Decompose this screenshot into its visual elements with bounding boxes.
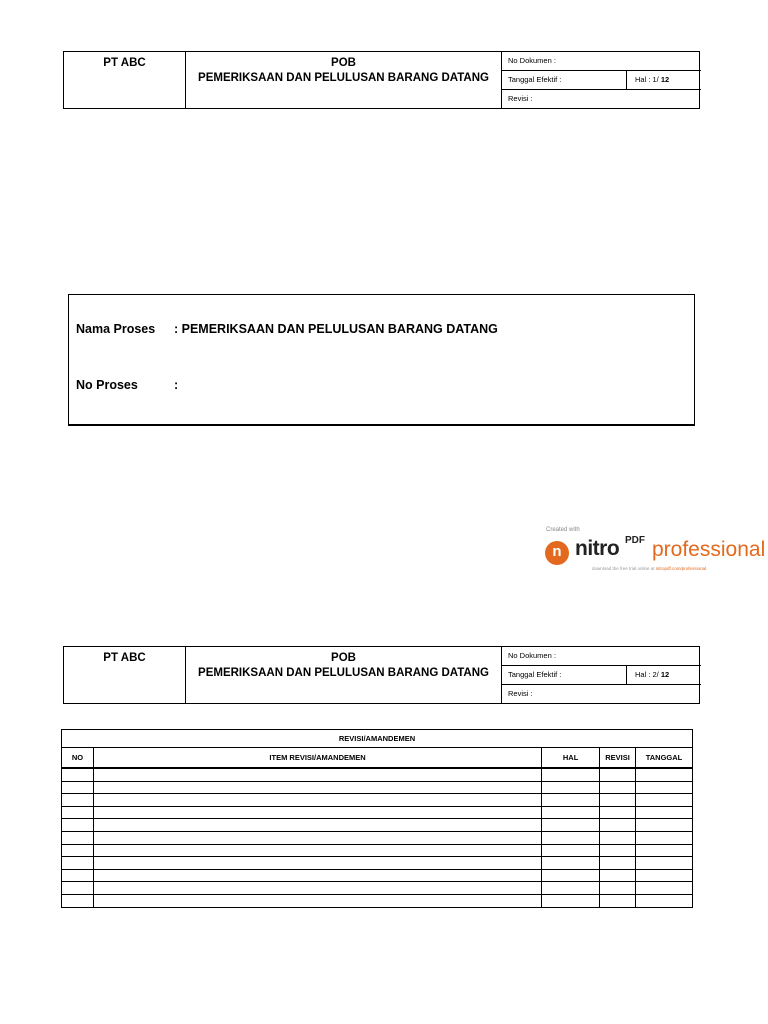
col-hal: HAL	[542, 748, 600, 769]
created-with-text: Created with	[546, 527, 580, 533]
process-name-row	[76, 322, 498, 336]
table-cell	[600, 819, 636, 832]
table-cell	[600, 844, 636, 857]
table-row	[62, 869, 693, 882]
nitro-download-link[interactable]: nitropdf.com/professional	[655, 566, 707, 571]
hal-label: Hal :	[635, 670, 651, 679]
table-row	[62, 894, 693, 907]
table-cell	[600, 869, 636, 882]
table-cell	[542, 781, 600, 794]
table-cell	[600, 781, 636, 794]
page-total: 12	[660, 75, 670, 84]
table-cell	[62, 857, 94, 870]
nitro-watermark	[545, 527, 766, 575]
table-cell	[636, 831, 693, 844]
table-cell	[636, 768, 693, 781]
table-cell	[93, 794, 541, 807]
table-row	[62, 781, 693, 794]
table-cell	[600, 794, 636, 807]
nitro-brand: nitro	[575, 537, 620, 560]
table-cell	[93, 869, 541, 882]
doc-title: PEMERIKSAAN DAN PELULUSAN BARANG DATANG	[198, 667, 489, 679]
revisi-label: Revisi :	[502, 90, 626, 109]
process-name-value: : PEMERIKSAAN DAN PELULUSAN BARANG DATANG	[174, 322, 498, 336]
table-cell	[600, 831, 636, 844]
table-row	[62, 882, 693, 895]
table-cell	[636, 894, 693, 907]
nitro-professional: professional	[652, 538, 766, 561]
process-name-label: Nama Proses	[76, 322, 156, 336]
table-cell	[62, 894, 94, 907]
table-cell	[542, 882, 600, 895]
table-cell	[93, 806, 541, 819]
table-cell	[542, 794, 600, 807]
table-cell	[542, 844, 600, 857]
doc-title-cell	[186, 52, 502, 108]
table-cell	[542, 819, 600, 832]
page-current: 1/	[652, 75, 661, 84]
page-number	[626, 666, 701, 685]
nitro-download-text: download the free trial online at nitropdf.com/professional	[592, 566, 707, 571]
revisi-label: Revisi :	[502, 685, 626, 704]
tanggal-efektif-label: Tanggal Efektif :	[502, 666, 701, 685]
table-cell	[62, 768, 94, 781]
revision-table-body	[62, 768, 693, 907]
company-name: PT ABC	[64, 52, 186, 108]
process-no-row	[76, 378, 178, 392]
table-cell	[93, 819, 541, 832]
table-cell	[600, 806, 636, 819]
doc-title: PEMERIKSAAN DAN PELULUSAN BARANG DATANG	[198, 72, 489, 84]
revision-table-header	[62, 748, 693, 769]
table-cell	[93, 894, 541, 907]
table-cell	[62, 831, 94, 844]
table-row	[62, 806, 693, 819]
table-cell	[93, 831, 541, 844]
table-row	[62, 831, 693, 844]
page-current: 2/	[652, 670, 661, 679]
table-cell	[93, 781, 541, 794]
col-tanggal: TANGGAL	[636, 748, 693, 769]
col-item: ITEM REVISI/AMANDEMEN	[93, 748, 541, 769]
doc-title-cell	[186, 647, 502, 703]
table-cell	[542, 857, 600, 870]
table-cell	[62, 844, 94, 857]
process-no-label: No Proses	[76, 378, 138, 392]
table-cell	[62, 869, 94, 882]
table-cell	[636, 806, 693, 819]
table-row	[62, 857, 693, 870]
table-cell	[636, 844, 693, 857]
table-cell	[636, 819, 693, 832]
doc-type: POB	[331, 652, 356, 664]
table-cell	[62, 794, 94, 807]
table-cell	[600, 882, 636, 895]
page-total: 12	[660, 670, 670, 679]
doc-meta	[502, 647, 701, 703]
col-revisi: REVISI	[600, 748, 636, 769]
hal-label: Hal :	[635, 75, 651, 84]
company-name: PT ABC	[64, 647, 186, 703]
col-no: NO	[62, 748, 94, 769]
table-row	[62, 844, 693, 857]
doc-type: POB	[331, 57, 356, 69]
table-cell	[542, 894, 600, 907]
table-cell	[600, 857, 636, 870]
table-cell	[62, 781, 94, 794]
table-cell	[636, 794, 693, 807]
table-cell	[93, 844, 541, 857]
table-cell	[600, 894, 636, 907]
table-cell	[93, 882, 541, 895]
page-number	[626, 71, 701, 90]
revision-table-title: REVISI/AMANDEMEN	[62, 730, 693, 748]
table-cell	[62, 882, 94, 895]
document-header-page-1	[63, 51, 700, 109]
no-dokumen-label: No Dokumen :	[502, 52, 701, 71]
process-box	[68, 294, 695, 426]
nitro-logo-icon: n	[545, 541, 569, 565]
table-cell	[600, 768, 636, 781]
doc-meta	[502, 52, 701, 108]
tanggal-efektif-label: Tanggal Efektif :	[502, 71, 701, 90]
no-dokumen-label: No Dokumen :	[502, 647, 701, 666]
table-cell	[542, 806, 600, 819]
table-row	[62, 794, 693, 807]
table-cell	[62, 819, 94, 832]
table-cell	[636, 869, 693, 882]
table-cell	[636, 781, 693, 794]
process-no-value: :	[174, 378, 179, 392]
table-cell	[636, 857, 693, 870]
document-header-page-2	[63, 646, 700, 704]
table-cell	[62, 806, 94, 819]
table-cell	[636, 882, 693, 895]
table-row	[62, 819, 693, 832]
table-cell	[542, 869, 600, 882]
table-cell	[93, 768, 541, 781]
table-row	[62, 768, 693, 781]
nitro-pdf: PDF	[625, 535, 645, 546]
table-cell	[542, 768, 600, 781]
revision-table	[61, 729, 693, 908]
table-cell	[93, 857, 541, 870]
table-cell	[542, 831, 600, 844]
